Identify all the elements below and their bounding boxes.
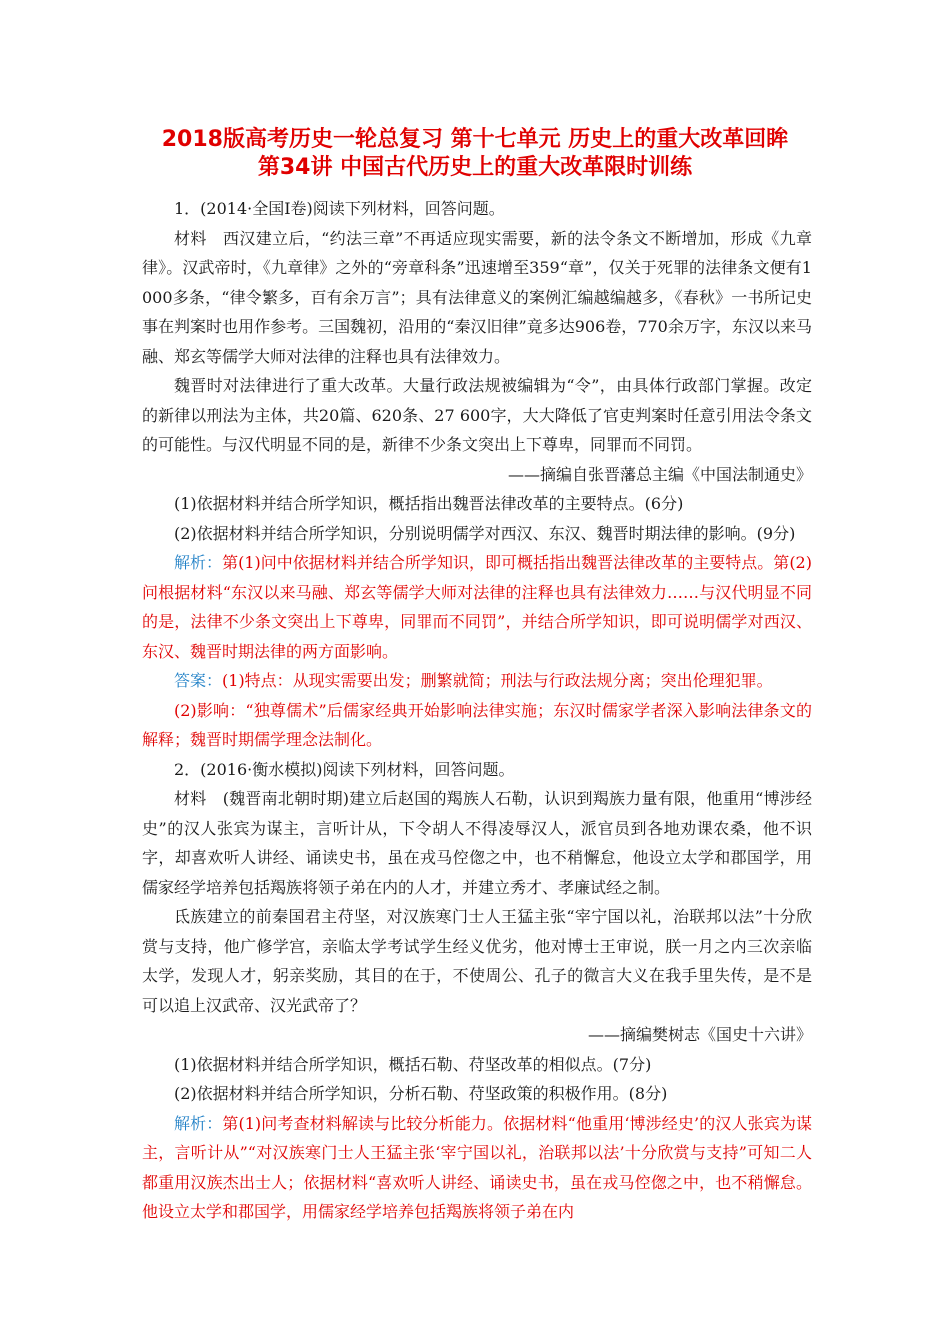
q1-answer-text-2: (2)影响：“独尊儒术”后儒家经典开始影响法律实施；东汉时儒家学者深入影响法律条文的解释；魏晋时期儒学理念法制化。 <box>142 700 812 749</box>
q2-analysis-label: 解析： <box>174 1113 223 1133</box>
q2-source: ——摘编樊树志《国史十六讲》 <box>587 1025 812 1044</box>
q1-analysis-text: 第(1)问中依据材料并结合所学知识，即可概括指出魏晋法律改革的主要特点。第(2)问根据材料“东汉以来马融、郑玄等儒学大师对法律的注释也具有法律效力……与汉代明显不同的是，法律不少条文突出上下尊卑，同罪而不同罚”，并结合所学知识，即可说明儒学对西汉、东汉、魏晋时期法律的两方面影响。 <box>142 553 812 661</box>
q1-answer-text-1: (1)特点：从现实需要出发；删繁就简；刑法与行政法规分离；突出伦理犯罪。 <box>222 671 773 690</box>
q1-answer <box>142 666 812 696</box>
q1-analysis-label: 解析： <box>174 553 223 572</box>
document-title-line1: 2018版高考历史一轮总复习 第十七单元 历史上的重大改革回眸 <box>161 127 789 152</box>
q2-analysis-text: 第(1)问考查材料解读与比较分析能力。依据材料“他重用‘博涉经史’的汉人张宾为谋主，言听计从”“对汉族寒门士人王猛主张‘宰宁国以礼，治联邦以法’十分欣赏与支持”可知二人都重用汉族杰出士人；依据材料“喜欢听人讲经、诵读史书，虽在戎马倥偬之中，也不稍懈怠。他设立太学和郡国学，用儒家经学培养包括羯族将领子弟在内 <box>142 1113 812 1221</box>
q2-analysis <box>142 1109 812 1227</box>
q1-material-paragraph-2: 魏晋时对法律进行了重大改革。大量行政法规被编辑为“令”，由具体行政部门掌握。改定的新律以刑法为主体，共20篇、620条、27 600字，大大降低了官吏判案时任意引用法令条文的可能性。与汉代明显不同的是，新律不少条文突出上下尊卑，同罪而不同罚。 <box>142 376 812 454</box>
q2-material-paragraph-1: 材料 (魏晋南北朝时期)建立后赵国的羯族人石勒，认识到羯族力量有限，他重用“博涉经史”的汉人张宾为谋主，言听计从，下令胡人不得凌辱汉人，派官员到各地劝课农桑，他不识字，却喜欢听人讲经、诵读史书，虽在戎马倥偬之中，也不稍懈怠，他设立太学和郡国学，用儒家经学培养包括羯族将领子弟在内的人才，并建立秀才、孝廉试经之制。 <box>142 789 812 897</box>
q1-answer-label: 答案： <box>174 671 223 690</box>
q1-stem: 1．(2014·全国Ⅰ卷)阅读下列材料，回答问题。 <box>174 199 505 218</box>
q1-material-paragraph-1: 材料 西汉建立后，“约法三章”不再适应现实需要，新的法令条文不断增加，形成《九章律》。汉武帝时，《九章律》之外的“旁章科条”迅速增至359“章”，仅关于死罪的法律条文便有1 000多条，“律令繁多，百有余万言”；具有法律意义的案例汇编越编越多，《春秋》一书所记史事在判案时也用作参考。三国魏初，沿用的“秦汉旧律”竟多达906卷，770余万字，东汉以来马融、郑玄等儒学大师对法律的注释也具有法律效力。 <box>142 228 812 366</box>
q2-material-paragraph-2: 氐族建立的前秦国君主苻坚，对汉族寒门士人王猛主张“宰宁国以礼，治联邦以法”十分欣赏与支持，他广修学宫，亲临太学考试学生经义优劣，他对博士王审说，朕一月之内三次亲临太学，发现人才，躬亲奖励，其目的在于，不使周公、孔子的微言大义在我手里失传，是不是可以追上汉武帝、汉光武帝了？ <box>142 907 812 1015</box>
document-body <box>142 194 812 1227</box>
q1-subquestion-2: (2)依据材料并结合所学知识，分别说明儒学对西汉、东汉、魏晋时期法律的影响。(9分) <box>174 523 796 543</box>
q1-source: ——摘编自张晋藩总主编《中国法制通史》 <box>507 464 812 484</box>
q1-subquestion-1: (1)依据材料并结合所学知识，概括指出魏晋法律改革的主要特点。(6分) <box>174 494 684 513</box>
q1-analysis <box>142 548 812 666</box>
q2-subquestion-1: (1)依据材料并结合所学知识，概括石勒、苻坚改革的相似点。(7分) <box>174 1054 652 1074</box>
q2-subquestion-2: (2)依据材料并结合所学知识，分析石勒、苻坚政策的积极作用。(8分) <box>174 1084 668 1103</box>
document-title-line2: 第34讲 中国古代历史上的重大改革限时训练 <box>257 155 693 180</box>
q2-stem: 2．(2016·衡水模拟)阅读下列材料，回答问题。 <box>174 759 515 779</box>
